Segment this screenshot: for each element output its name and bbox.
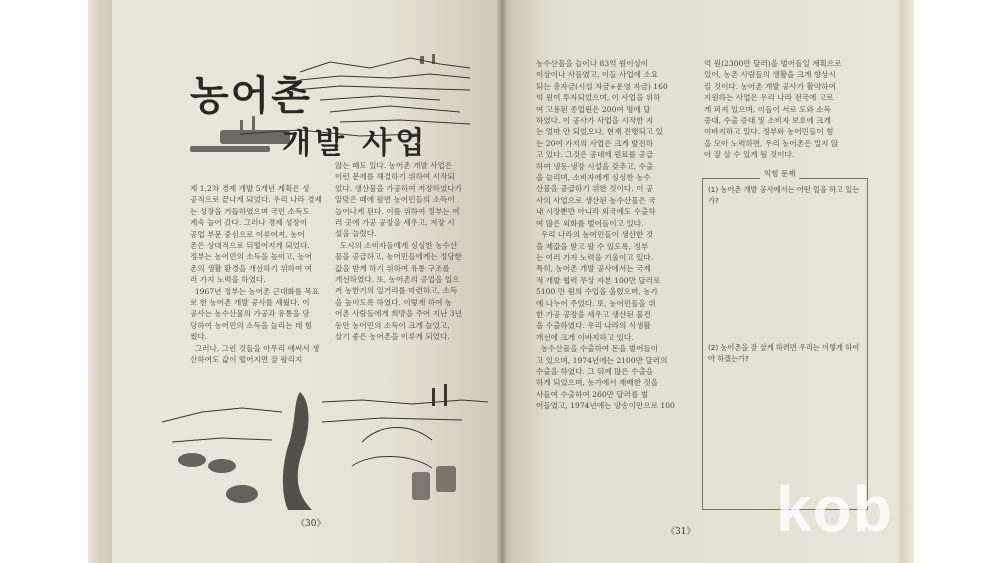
exercise-box-label: 익힘 문제 [760,168,799,179]
title-main: 농어촌 [190,73,312,119]
left-column-1: 제 1,2차 경제 개발 5개년 계획은 성 공적으로 끝나게 되었다. 우리 나라 경제 는 성장을 거듭하였으며 국민 소득도 계속 늘어 갔다. 그러나 경제 성장이 공업 부문 중심으로 이루어져, 농어 촌은 상대적으로 뒤떨어지게 되었다. 정부는 농어민의 소득을 높이고, 농어 촌의 생활 환경을 개선하기 위하여 여 러 가지 노력을 하였다. 1967년 정부는 농어촌 근대화를 목표 로 한 농어촌 개발 공사를 세웠다. 이 공사는 농수산물의 가공과 유통을 담 당하여 농어민의 소득을 늘리는 데 힘 썼다. 그러나, 그런 것들을 아무리 애써서 생 산하여도 값이 떨어지면 잘 팔리지 [190,184,322,365]
page-stack-right [900,0,914,563]
farm-market-illustration [162,382,488,512]
exercise-question-2: (2) 농어촌을 잘 살게 하려면 우리는 어떻게 하여야 하겠는가? [708,343,860,363]
book-gutter [496,0,508,563]
right-column-1: 농수산물을 늘어나 83억 원이상이 이상이나 사들였고, 이들 사업에 소요 되는 총자금(시설 자금+운영 자금) 160 억 원이 투자되었으며, 이 사업을 위하 여 고용된 종업원은 200여 명에 달 하였다. 이 공사가 사업을 시작한 지 는 얼마 안 되었으나, 현재 진행되고 있 는 20여 가지의 사업은 크게 발전하 고 있다. 그것은 공네에 원료를 공급 하여 냉동·냉장 시설을 갖추고, 수출 을 늘리며, 소비자에게 싱싱한 농수 산물을 공급하기 위한 것이다. 이 공 사의 사업으로 생산된 농수산물은 국 내 시장뿐만 아니라 외국에도 수출하 여 많은 외화를 벌어들이고 있다. 우리 나라의 농어민들이 생산한 것 을 제값을 받고 팔 수 있도록, 정부 는 여러 가지 노력을 기울이고 있다. 특히, 농어촌 개발 공사에서는 국제 적 개발 협력 무상 자본 100만 달러로 5100 만 원의 수입을 올렸으며, 농가 에 나누어 주었다. 또, 농어민들을 위 한 가공 공장을 세우고 생산된 물건 을 수출하였다. 우리 나라의 식생활 개선에 크게 이바지하고 있다. 농수산물을 수출하여 돈을 벌어들이 고 있으며, 1974년에는 2100만 달러의 수출을 하였다. 그 뒤에 많은 수출을 하게 되었으며, 농가에서 재배한 것을 사들여 수출하여 260만 달러를 벌 어들였고, 1974년에는 양송이만으로 100 [536,59,675,411]
title-sub: 개발 사업 [282,126,429,161]
page-number-right: 《31》 [666,527,696,537]
left-column-2: 않는 때도 있다. 농어촌 개발 사업은 이런 문제를 해결하기 위하여 시작되 었다. 생산물을 가공하여 저장하였다가 알맞은 때에 팔면 농어민들의 소득이 늘어나게 된다. 이를 위하여 정부는 여 러 곳에 가공 공장을 세우고, 저장 시 설을 늘렸다. 도시의 소비자들에게 싱싱한 농수산 물을 공급하고, 농어민들에게는 정당한 값을 받게 하기 위하여 유통 구조를 개선하였다. 또, 농어촌의 공업을 일으 켜 농한기의 일거리를 마련하고, 소득 을 높이도록 하였다. 이렇게 하여 농 어촌 사람들에게 희망을 주어 지난 3년 동안 농어민의 소득이 크게 늘었고, 살기 좋은 농어촌을 이루게 되었다. [335,161,463,342]
exercise-question-1: (1) 농어촌 개발 공사에서는 어떤 일을 하고 있는가? [708,185,860,205]
watermark: kob [776,473,893,545]
page-number-left: 《30》 [296,519,326,529]
right-column-2: 억 원(2300만 달러)을 벌어들일 계획으로 있어, 농촌 사람들의 생활을 크게 향상시 킬 것이다. 농어촌 개발 공사가 활약하여 지원하는 사업은 우리 나라 전국에 고르 게 퍼져 있으며, 이들이 서로 도와 소득 증대, 수출 증대 및 소비자 보호에 크게 이바지하고 있다. 정부와 농어민들이 힘 을 모아 노력하면, 우리 농어촌은 멀지 않 아 잘 살 수 있게 될 것이다. [704,59,842,160]
